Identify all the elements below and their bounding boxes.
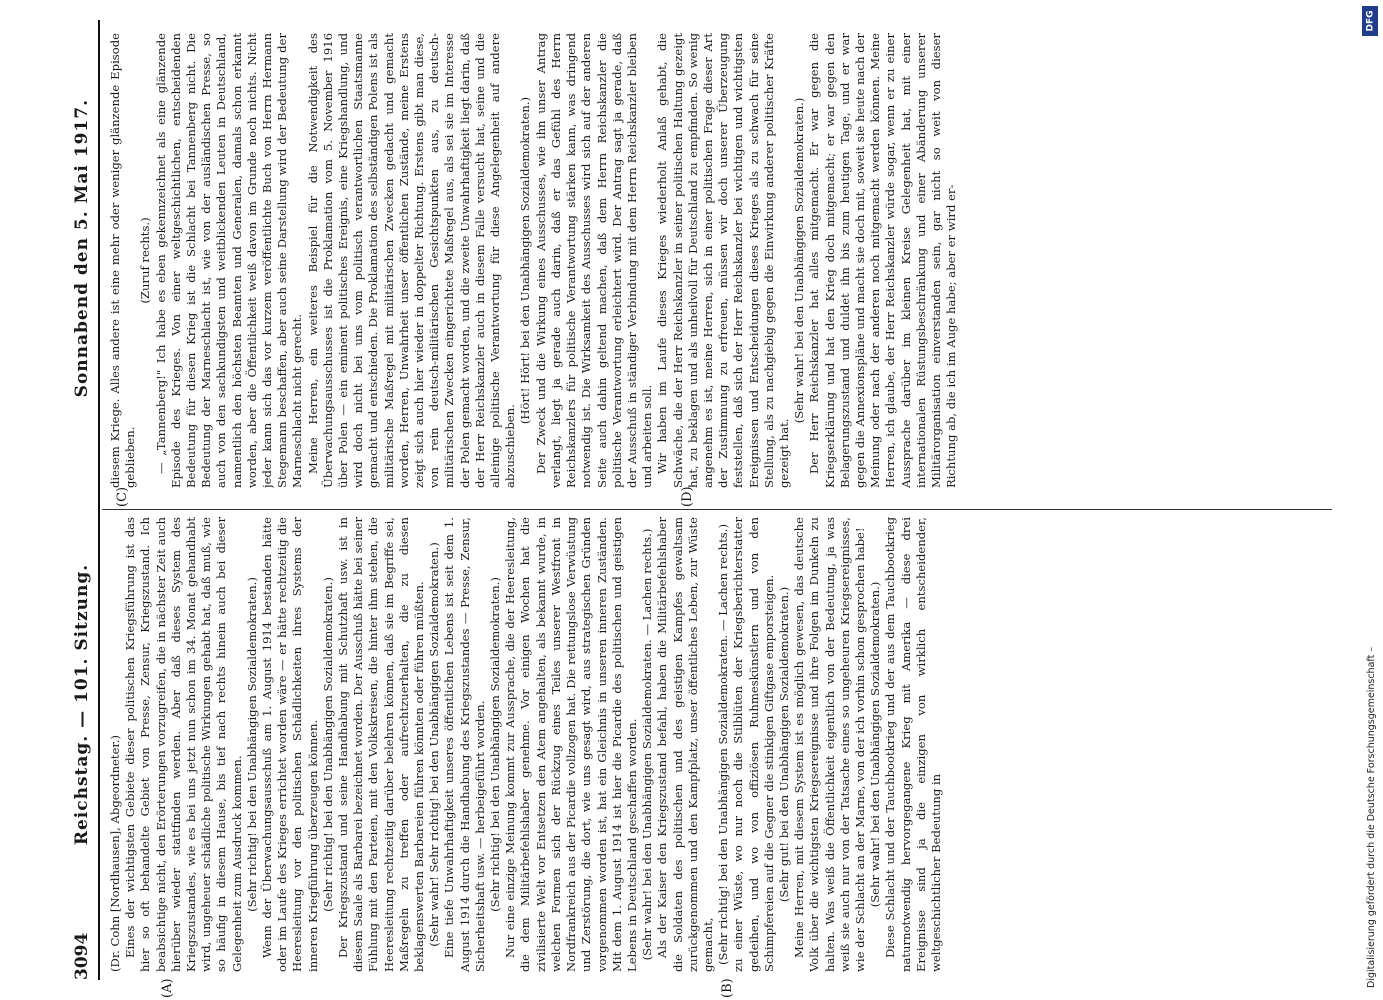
date-title: Sonnabend den 5. Mai 1917.	[72, 99, 92, 398]
paragraph: diesem Kriege. Alles andere ist eine mehr oder weniger glänzende Episode geblieben.	[108, 33, 138, 488]
interjection: (Sehr richtig! bei den Unabhängigen Sozialdemokraten.)	[320, 577, 335, 912]
paragraph: Eine tiefe Unwahrhaftigkeit unseres öffentlichen Lebens ist seit dem 1. August 1914 durch die Handhabung des Kriegszustandes — Presse, Zensur, Sicherheitshaft usw. — herbeigeführt worden.	[442, 517, 487, 972]
margin-mark-d: (D)	[680, 486, 695, 507]
dfg-logo-text: DFG	[1365, 10, 1376, 32]
page-header	[60, 20, 100, 980]
interjection: (Sehr wahr! bei den Unabhängigen Sozialdemokraten. — Lachen rechts.)	[640, 528, 655, 961]
interjection: (Sehr wahr! Sehr richtig! bei den Unabhängigen Sozialdemokraten.)	[427, 542, 442, 947]
rotated-newspaper-page	[40, 0, 1340, 1000]
interjection: (Zuruf rechts.)	[138, 217, 153, 304]
session-title: Reichstag. — 101. Sitzung.	[72, 563, 92, 846]
interjection: (Sehr wahr! bei den Unabhängigen Sozialdemokraten.)	[792, 97, 807, 424]
column-divider	[102, 509, 1332, 510]
paragraph: Wenn der Überwachungsausschuß am 1. August 1914 bestanden hätte oder im Laufe des Krieges errichtet worden wäre — er hätte rechtzeitig die Heeresleitung vor den politischen Schädlichkeiten ihres Systems der inneren Kriegführung überzeugen können.	[260, 517, 320, 972]
paragraph: Wir haben im Laufe dieses Krieges wiederholt Anlaß gehabt, die Schwäche, die der Herr Reichskanzler in seiner politischen Haltung gezeigt hat, zu beklagen und als unheilvoll für Deutschland zu empfinden. So wenig angenehm es ist, meine Herren, sich in einer politischen Frage dieser Art der Zustimmung zu erfreuen, müssen wir doch unserer Überzeugung feststellen, daß sich der Herr Reichskanzler bei wichtigen und wichtigsten Ereignissen und Entscheidungen dieses Krieges als zu schwach für seine Stellung, als zu nachgiebig gegen die Einwirkung anderer politischer Kräfte gezeigt hat.	[655, 33, 791, 488]
margin-mark-a: (A)	[160, 978, 175, 998]
left-text-column	[108, 517, 1333, 972]
dfg-logo	[1362, 6, 1378, 36]
paragraph: Nur eine einzige Meinung kommt zur Aussprache, die der Heeresleitung, die dem Militärbefehlshaber genehme. Vor einigen Wochen hat die zivilisierte Welt vor Entsetzen den Atem angehalten, als bekannt wurde, in welchen Formen sich der Rückzug eines Teiles unserer Westfront in Nordfrankreich aus der Picardie vollzogen hat. Die rettungslose Verwüstung und Zerstörung, die dort, wie uns gesagt wird, aus strategischen Gründen vorgenommen worden ist, hat ein Gleichnis in unseren inneren Zuständen. Mit dem 1. August 1914 ist hier die Picardie des politischen und geistigen Lebens in Deutschland geschaffen worden.	[503, 517, 639, 972]
paragraph: Diese Schlacht und der Tauchbootkrieg und der aus dem Tauchbootkrieg naturnotwendig hervorgegangene Krieg mit Amerika — diese drei Ereignisse sind ja die einzigen von wirklich entscheidender, weltgeschichtlicher Bedeutung in	[883, 517, 943, 972]
digitization-credit: Digitalisierung gefördert durch die Deutsche Forschungsgemeinschaft –	[1366, 646, 1377, 988]
interjection: (Sehr richtig! bei den Unabhängigen Sozialdemokraten. — Lachen rechts.)	[716, 524, 731, 965]
paragraph: Meine Herren, ein weiteres Beispiel für die Notwendigkeit des Überwachungsausschusses ist die Proklamation vom 5. November 1916 über Polen — ein eminent politisches Ereignis, eine Kriegshandlung, und wird doch nicht bei uns vom politisch verantwortlichen Staatsmanne gemacht und entschieden. Die Proklamation des selbständigen Polens ist als militärische Maßregel mit militärischen Zwecken gedacht und gemacht worden, Herren, Unwahrheit unser öffentlichen Zustände, meine Erstens zeigt sich auch hier wieder in doppelter Richtung. Erstens gibt man diese, von rein deutsch-militärischen Gesichtspunkten aus, zu deutsch-militärischen Zwecken eingerichtete Maßregel aus, als sei sie im Interesse der Polen gemacht worden, und die zweite Unwahrhaftigkeit liegt darin, daß der Herr Reichskanzler auch in diesem Falle versucht hat, seine und die alleinige politische Verantwortung für diese Angelegenheit auf andere abzuschieben.	[305, 33, 518, 488]
paragraph: Als der Kaiser den Kriegszustand befahl, haben die Militärbefehlshaber die Soldaten des politischen und des geistigen Kampfes gewaltsam zurückgenommen und den Kampfplatz, unser öffentliches Leben, zur Wüste gemacht,	[655, 517, 715, 972]
paragraph: Der Herr Reichskanzler hat alles mitgemacht. Er war gegen die Kriegserklärung und hat den Krieg doch mitgemacht; er war gegen den Belagerungszustand und duldet ihn bis zum heutigen Tage, und er war gegen die Annexionspläne und macht sie doch mit, soweit sie heute nach der Meinung oder nach der anderen noch mitgemacht werden können. Meine Herren, ich glaube, der Herr Reichskanzler würde sogar, wenn er zu einer Aussprache darüber im kleinen Kreise Gelegenheit hat, mit einer internationalen Rüstungsbeschränkung und einer Abänderung unserer Militärorganisation einverstanden sein, gar nicht so weit von dieser Richtung ab, die ich im Auge habe; aber er wird er-	[807, 33, 959, 488]
page-number: 3094	[72, 932, 92, 980]
right-text-column	[108, 33, 1333, 488]
interjection: (Hört! Hört! bei den Unabhängigen Sozialdemokraten.)	[518, 96, 533, 425]
paragraph: zu einer Wüste, wo nur noch die Stilblüten der Kriegsberichterstatter gedeihen, und wo von offiziösen Ruhmeskünstlern und von den Schimpfereien auf die Gegner die stinkigen Giftgase emporsteigen.	[731, 517, 776, 972]
paragraph: Meine Herren, mit diesem System ist es möglich gewesen, das deutsche Volk über die wichtigsten Kriegsereignisse und ihre Folgen im Dunkeln zu halten. Was weiß die Öffentlichkeit eigentlich von der Bedeutung, ja was weiß sie auch nur von der Tatsache eines so ungeheuren Kriegsereignisses, wie der Schlacht an der Marne, von der ich vorhin schon gesprochen habe!	[792, 517, 867, 972]
interjection: (Sehr wahr! bei den Unabhängigen Sozialdemokraten.)	[868, 581, 883, 908]
interjection: (Sehr gut! bei den Unabhängigen Sozialdemokraten.)	[776, 586, 791, 903]
margin-mark-c: (C)	[115, 486, 130, 507]
margin-mark-b: (B)	[720, 978, 735, 998]
paragraph: Der Kriegszustand und seine Handhabung mit Schutzhaft usw. ist in diesem Saale als Barbarei bezeichnet worden. Der Ausschuß hätte bei seiner Fühlung mit den Parteien, mit den Volkskreisen, die hinter ihm stehen, die Heeresleitung rechtzeitig darüber belehren können, daß sie im Begriffe sei, Maßregeln zu treffen oder aufrechtzuerhalten, die zu diesen beklagenswerten Barbareien führen könnten oder führen müßten.	[336, 517, 427, 972]
paragraph: Eines der wichtigsten Gebiete dieser politischen Kriegsführung ist das hier so oft behandelte Gebiet von Presse, Zensur, Kriegszustand. Ich beabsichtige nicht, den Erörterungen vorzugreifen, die in nächster Zeit auch hierüber wieder stattfinden werden. Aber daß dieses System des Kriegszustandes, wie es bei uns jetzt nun schon im 34. Monat gehandhabt wird, ungeheuer schädliche politische Wirkungen gehabt hat, daß muß, wie so häufig in diesem Hause, bis tief nach rechts hinein auch bei dieser Gelegenheit zum Ausdruck kommen.	[123, 517, 244, 972]
interjection: (Sehr richtig! bei den Unabhängigen Sozialdemokraten.)	[488, 577, 503, 912]
paragraph: — „Tannenberg!" Ich habe es eben gekennzeichnet als eine glänzende Episode des Krieges. Von einer weltgeschichtlichen, entscheidenden Bedeutung für diesen Krieg ist die Schlacht bei Tannenberg nicht. Die Bedeutung der Marneschlacht ist, wie von der ausländischen Presse, so auch von den sachkundigsten und weitblickenden Leuten in Deutschland, namentlich den höchsten Beamten und Generalen, damals schon erkannt worden, aber die Öffentlichkeit weiß davon im Grunde noch nichts. Nicht jeder kann sich das vor kurzem veröffentlichte Buch von Herrn Hermann Stegemann beschaffen, aber auch seine Darstellung wird der Bedeutung der Marneschlacht nicht gerecht.	[153, 33, 305, 488]
paragraph: Der Zweck und die Wirkung eines Ausschusses, wie ihn unser Antrag verlangt, liegt ja gerade auch darin, daß er das Gefühl des Herrn Reichskanzlers für politische Verantwortung stärken kann, was dringend notwendig ist. Die Wirksamkeit des Ausschusses wird sich auf der anderen Seite auch dahin geltend machen, daß dem Herrn Reichskanzler die politische Verantwortung erleichtert wird. Der Antrag sagt ja gerade, daß der Ausschuß in ständiger Verbindung mit dem Herrn Reichskanzler bleiben und arbeiten soll.	[533, 33, 655, 488]
interjection: (Sehr richtig! bei den Unabhängigen Sozialdemokraten.)	[244, 577, 259, 912]
speaker-note: (Dr. Cohn [Nordhausen], Abgeordneter.)	[108, 735, 122, 972]
